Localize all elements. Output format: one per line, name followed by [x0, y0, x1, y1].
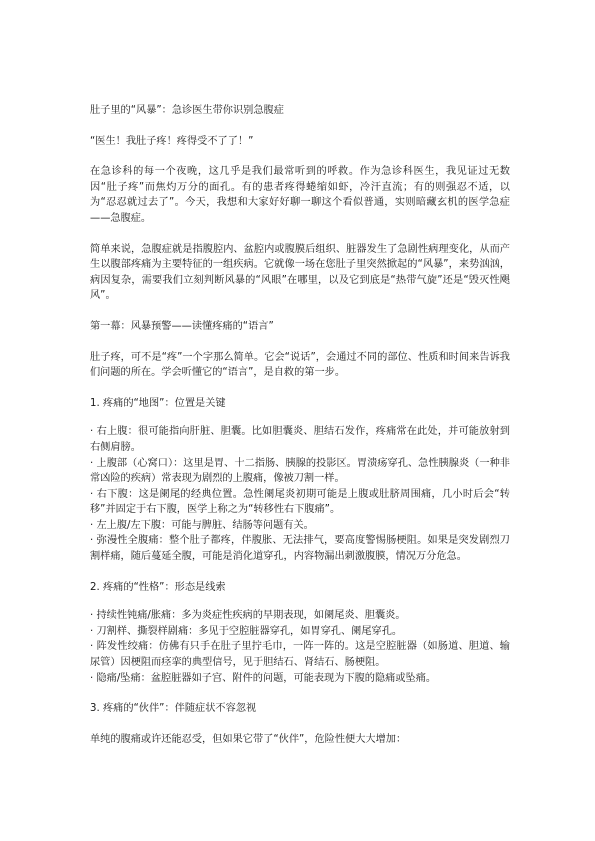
article-body	[90, 103, 510, 747]
list-item: · 刀割样、撕裂样剧痛：多见于空腔脏器穿孔，如胃穿孔、阑尾穿孔。	[90, 625, 403, 637]
subheading-accompanying-symptoms: 3. 疼痛的“伙伴”：伴随症状不容忽视	[90, 703, 257, 715]
intro-paragraph-1: 在急诊科的每一个夜晚，这几乎是我们最常听到的呼救。作为急诊科医生，我见证过无数因“肚子疼”而焦灼万分的面孔。有的患者疼得蜷缩如虾，冷汗直流；有的则强忍不适，以为“忍忍就过去了”。今天，我想和大家好好聊一聊这个看似普通，实则暗藏玄机的医学急症——急腹症。	[90, 166, 510, 224]
article-title: 肚子里的“风暴”：急诊医生带你识别急腹症	[90, 105, 284, 116]
list-item: · 持续性钝痛/胀痛：多为炎症性疾病的早期表现，如阑尾炎、胆囊炎。	[90, 610, 406, 622]
symptoms-intro-paragraph: 单纯的腹痛或许还能忍受，但如果它带了“伙伴”，危险性便大大增加：	[90, 733, 407, 745]
list-item: · 上腹部（心窝口）：这里是胃、十二指肠、胰腺的投影区。胃溃疡穿孔、急性胰腺炎（一种非常凶险的疾病）常表现为剧烈的上腹痛，像被刀割一样。	[90, 457, 510, 485]
list-item: · 阵发性绞痛：仿佛有只手在肚子里拧毛巾，一阵一阵的。这是空腔脏器（如肠道、胆道、输尿管）因梗阻而痉挛的典型信号，见于胆结石、肾结石、肠梗阻。	[90, 641, 510, 669]
opening-quote: “医生！我肚子疼！疼得受不了了！”	[90, 135, 254, 147]
section-heading-act1: 第一幕：风暴预警——读懂疼痛的“语言”	[90, 320, 274, 332]
list-item: · 右下腹：这是阑尾的经典位置。急性阑尾炎初期可能是上腹或肚脐周围痛，几小时后会“转移”并固定于右下腹，医学上称之为“转移性右下腹痛”。	[90, 488, 510, 516]
subheading-pain-location: 1. 疼痛的“地图”：位置是关键	[90, 397, 226, 409]
list-item: · 右上腹：很可能指向肝脏、胆囊。比如胆囊炎、胆结石发作，疼痛常在此处，并可能放射到右侧肩膀。	[90, 426, 510, 453]
intro-paragraph-2: 简单来说，急腹症就是指腹腔内、盆腔内或腹膜后组织、脏器发生了急剧性病理变化，从而产生以腹部疼痛为主要特征的一组疾病。它就像一场在您肚子里突然掀起的“风暴”，来势汹汹，病因复杂，需要我们立刻判断风暴的“风眼”在哪里，以及它到底是“热带气旋”还是“毁灭性飓风”。	[90, 243, 510, 302]
act1-intro-paragraph: 肚子疼，可不是“疼”一个字那么简单。它会“说话”，会通过不同的部位、性质和时间来告诉我们问题的所在。学会听懂它的“语言”，是自救的第一步。	[90, 351, 510, 379]
list-item: · 弥漫性全腹痛：整个肚子都疼，伴腹胀、无法排气，要高度警惕肠梗阻。如果是突发剧烈刀割样痛，随后蔓延全腹，可能是消化道穿孔，内容物漏出刺激腹膜，情况万分危急。	[90, 535, 510, 563]
list-item: · 隐痛/坠痛：盆腔脏器如子宫、附件的问题，可能表现为下腹的隐痛或坠痛。	[90, 672, 437, 684]
list-item: · 左上腹/左下腹：可能与脾脏、结肠等问题有关。	[90, 519, 314, 531]
subheading-pain-character: 2. 疼痛的“性格”：形态是线索	[90, 581, 226, 593]
